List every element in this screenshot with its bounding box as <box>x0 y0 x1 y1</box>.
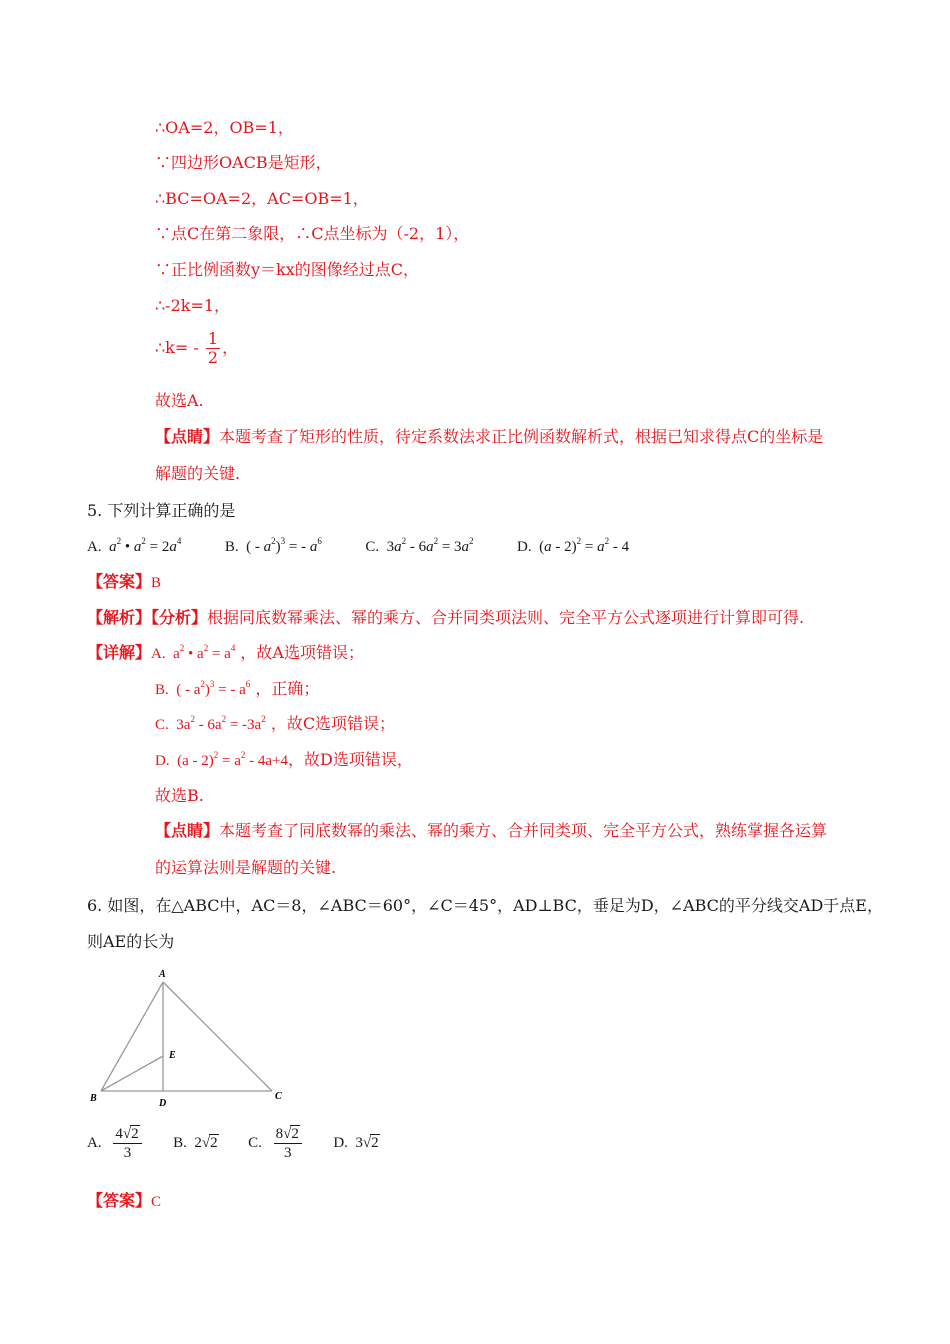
q6-options <box>87 1125 380 1162</box>
solution-line-7: ∴k= - $\frac{1}{2}$ ， <box>155 329 239 367</box>
q6-stem-cont: 则AE的长为 <box>87 932 175 951</box>
q6-option-a: A. $\frac{4√2}{3}$ <box>87 1135 147 1151</box>
q5-dianjing-cont: 的运算法则是解题的关键. <box>155 858 337 877</box>
dianjing-tag: 【点睛】 <box>155 427 220 446</box>
side-ab <box>101 982 163 1091</box>
q6-stem: 6. 如图，在△ABC中，AC＝8，∠ABC＝60°，∠C＝45°，AD⊥BC，垂足为D，∠ABC的平分线交AD于点E， <box>87 896 883 915</box>
label-d: D <box>159 1098 167 1109</box>
answer-tag: 【答案】 <box>87 1191 152 1210</box>
solution-line-5: ∵正比例函数y＝kx的图像经过点C， <box>155 260 420 279</box>
q5-option-a: A. $a^2$ • $a^2 = 2a^4$ <box>87 536 182 555</box>
q5-stem: 5. 下列计算正确的是 <box>87 501 236 520</box>
triangle-figure <box>85 965 300 1110</box>
q5-option-c: C. $3a^2 - 6a^2 = 3a^2$ <box>365 536 474 555</box>
dianjing-note-cont: 解题的关键. <box>155 464 241 483</box>
q5-options <box>87 537 629 557</box>
q5-analysis: 【解析】【分析】根据同底数幂乘法、幂的乘方、合并同类项法则、完全平方公式逐项进行计算即可得. <box>87 608 805 627</box>
label-c: C <box>275 1091 282 1102</box>
q5-choice: 故选B. <box>155 786 204 805</box>
q5-option-d: D. $(a - 2)^2 = a^2 - 4$ <box>517 536 630 555</box>
q6-answer: 【答案】C <box>87 1191 162 1210</box>
q5-dianjing: 【点睛】本题考查了同底数幂的乘法、幂的乘方、合并同类项、完全平方公式，熟练掌握各运算 <box>155 821 828 840</box>
dianjing-note: 【点睛】本题考查了矩形的性质，待定系数法求正比例函数解析式，根据已知求得点C的坐标是 <box>155 427 824 446</box>
q5-answer: 【答案】B <box>87 572 162 591</box>
answer-tag: 【答案】 <box>87 572 152 591</box>
detail-tag: 【详解】 <box>87 643 152 662</box>
q5-detail-a: 【详解】A. $a^2$ • $a^2 = a^4$ ，故A选项错误； <box>87 643 364 662</box>
solution-line-1: ∴OA=2，OB=1， <box>155 118 294 137</box>
q6-option-d: D. 3√2 <box>333 1134 379 1151</box>
q5-detail-b: B. ( - $a^2)^3$ = - $a^6$ ，正确； <box>155 679 320 698</box>
q6-option-b: B. 2√2 <box>173 1134 218 1151</box>
solution-line-3: ∴BC=OA=2，AC=OB=1， <box>155 189 369 208</box>
k-label: ∴k= <box>155 338 189 357</box>
label-b: B <box>90 1093 97 1104</box>
q5-detail-d: D. $(a - 2)^2 = a^2 - 4a+4$，故D选项错误， <box>155 750 413 769</box>
label-e: E <box>169 1050 176 1061</box>
dianjing-tag: 【点睛】 <box>155 821 220 840</box>
label-a: A <box>159 969 166 980</box>
q6-option-c: C. $\frac{8√2}{3}$ <box>248 1135 308 1151</box>
analysis-tag: 【解析】【分析】 <box>87 608 208 627</box>
solution-line-6: ∴-2k=1， <box>155 296 231 315</box>
k-sign: - <box>193 338 199 357</box>
side-ac <box>163 982 272 1091</box>
solution-line-4: ∵点C在第二象限，∴C点坐标为（-2，1）， <box>155 224 470 243</box>
q5-detail-c: C. $3a^2 - 6a^2 = -3a^2$ ，故C选项错误； <box>155 714 396 733</box>
q5-option-b: B. ( - $a^2)^3$ = - $a^6$ <box>224 536 322 555</box>
solution-line-2: ∵四边形OACB是矩形， <box>155 153 332 172</box>
solution-choice: 故选A. <box>155 391 204 410</box>
k-fraction: $\frac{1}{2}$ <box>207 329 219 367</box>
